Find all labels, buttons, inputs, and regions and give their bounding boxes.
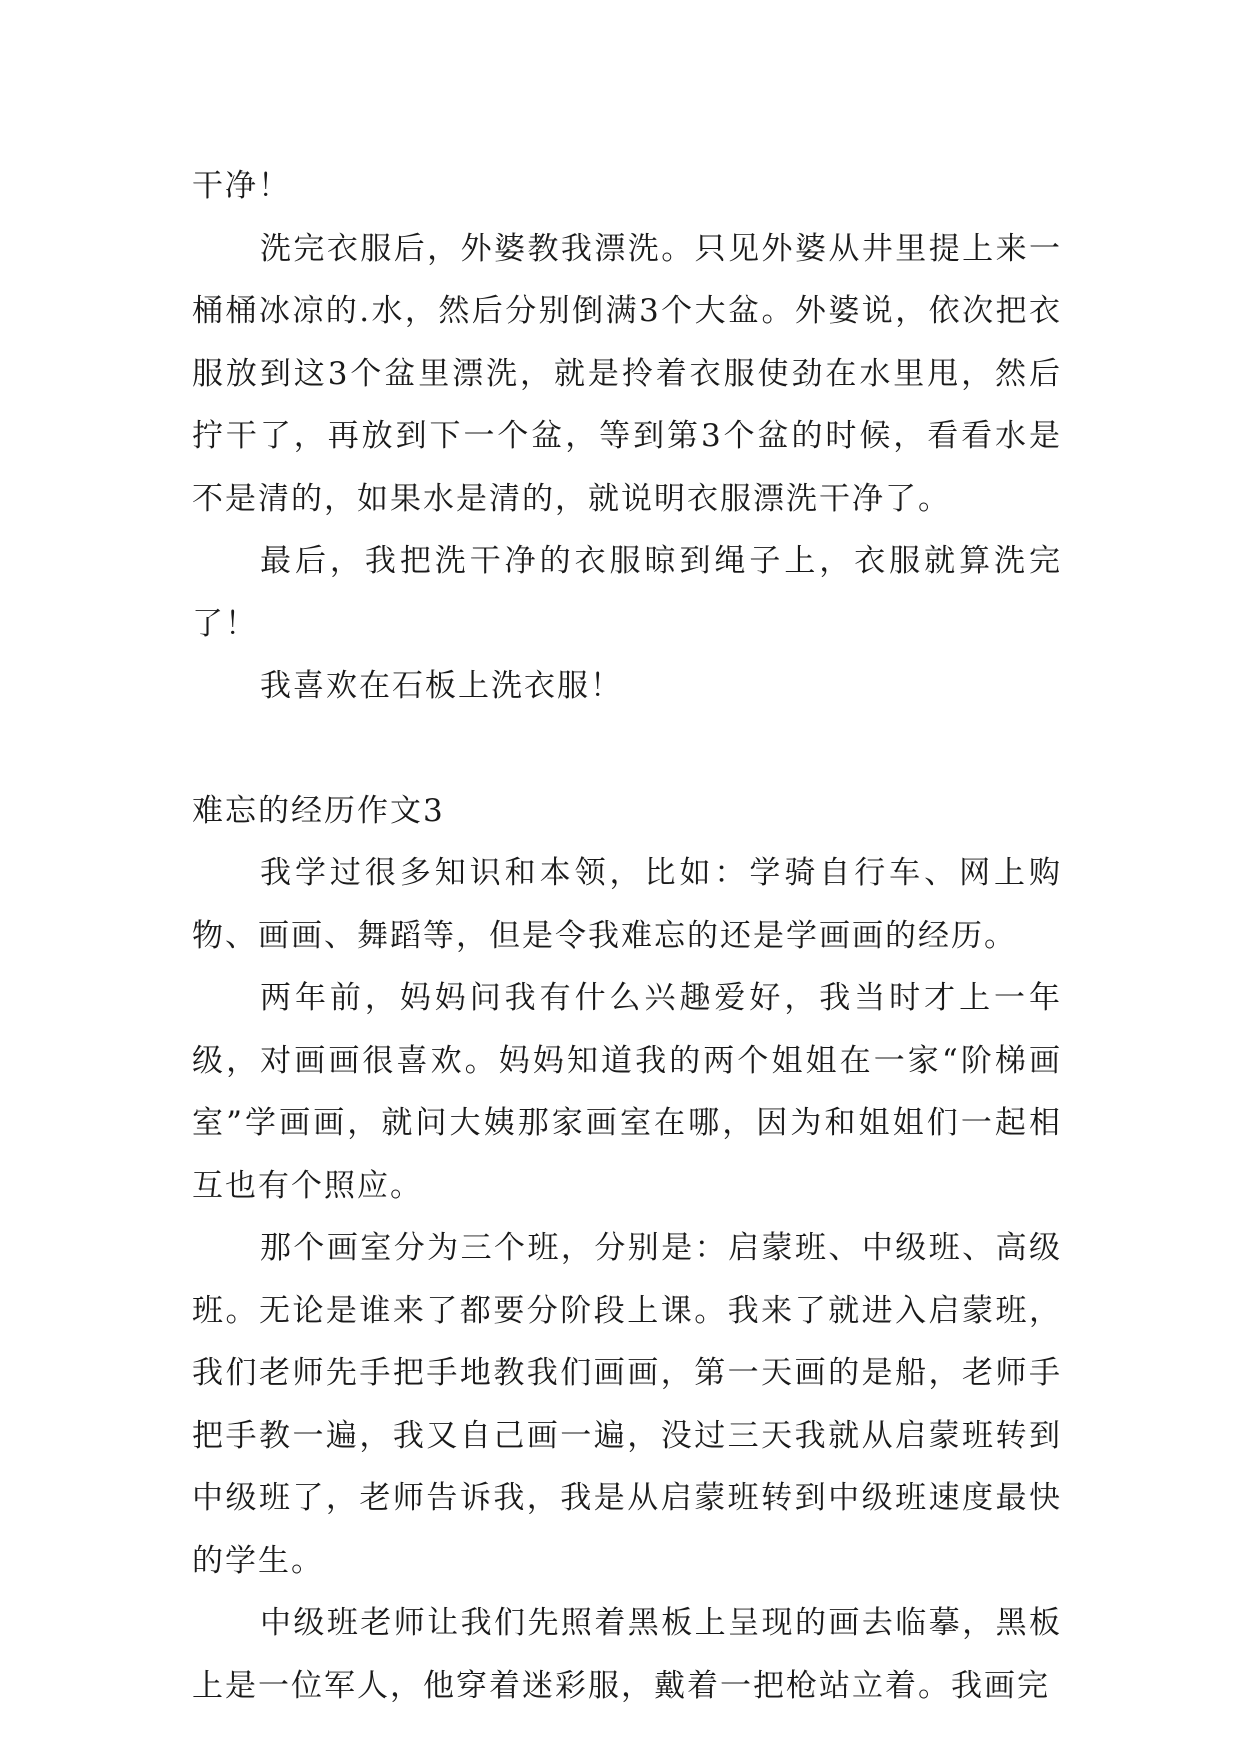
document-page [192, 155, 1062, 1717]
paragraph-rinsing: 洗完衣服后，外婆教我漂洗。只见外婆从井里提上来一桶桶冰凉的.水，然后分别倒满3个大盆。外婆说，依次把衣服放到这3个盆里漂洗，就是拎着衣服使劲在水里甩，然后拧干了，再放到下一个盆，等到第3个盆的时候，看看水是不是清的，如果水是清的，就说明衣服漂洗干净了。 [192, 230, 1062, 517]
paragraph-drying: 最后，我把洗干净的衣服晾到绳子上，衣服就算洗完了！ [192, 543, 1062, 642]
essay-title: 难忘的经历作文3 [192, 792, 445, 829]
paragraph-conclusion: 我喜欢在石板上洗衣服！ [260, 668, 623, 704]
paragraph-intermediate: 中级班老师让我们先照着黑板上呈现的画去临摹，黑板上是一位军人，他穿着迷彩服，戴着一把枪站立着。我画完 [192, 1605, 1062, 1704]
paragraph-classes: 那个画室分为三个班，分别是：启蒙班、中级班、高级班。无论是谁来了都要分阶段上课。我来了就进入启蒙班，我们老师先手把手地教我们画画，第一天画的是船，老师手把手教一遍，我又自己画一遍，没过三天我就从启蒙班转到中级班了，老师告诉我，我是从启蒙班转到中级班速度最快的学生。 [192, 1230, 1062, 1579]
paragraph-two-years-ago: 两年前，妈妈问我有什么兴趣爱好，我当时才上一年级，对画画很喜欢。妈妈知道我的两个姐姐在一家“阶梯画室”学画画，就问大姨那家画室在哪，因为和姐姐们一起相互也有个照应。 [192, 980, 1062, 1204]
essay-section [192, 780, 1062, 843]
paragraph-continuation: 干净！ [192, 168, 291, 204]
paragraph-intro: 我学过很多知识和本领，比如：学骑自行车、网上购物、画画、舞蹈等，但是令我难忘的还是学画画的经历。 [192, 855, 1062, 954]
